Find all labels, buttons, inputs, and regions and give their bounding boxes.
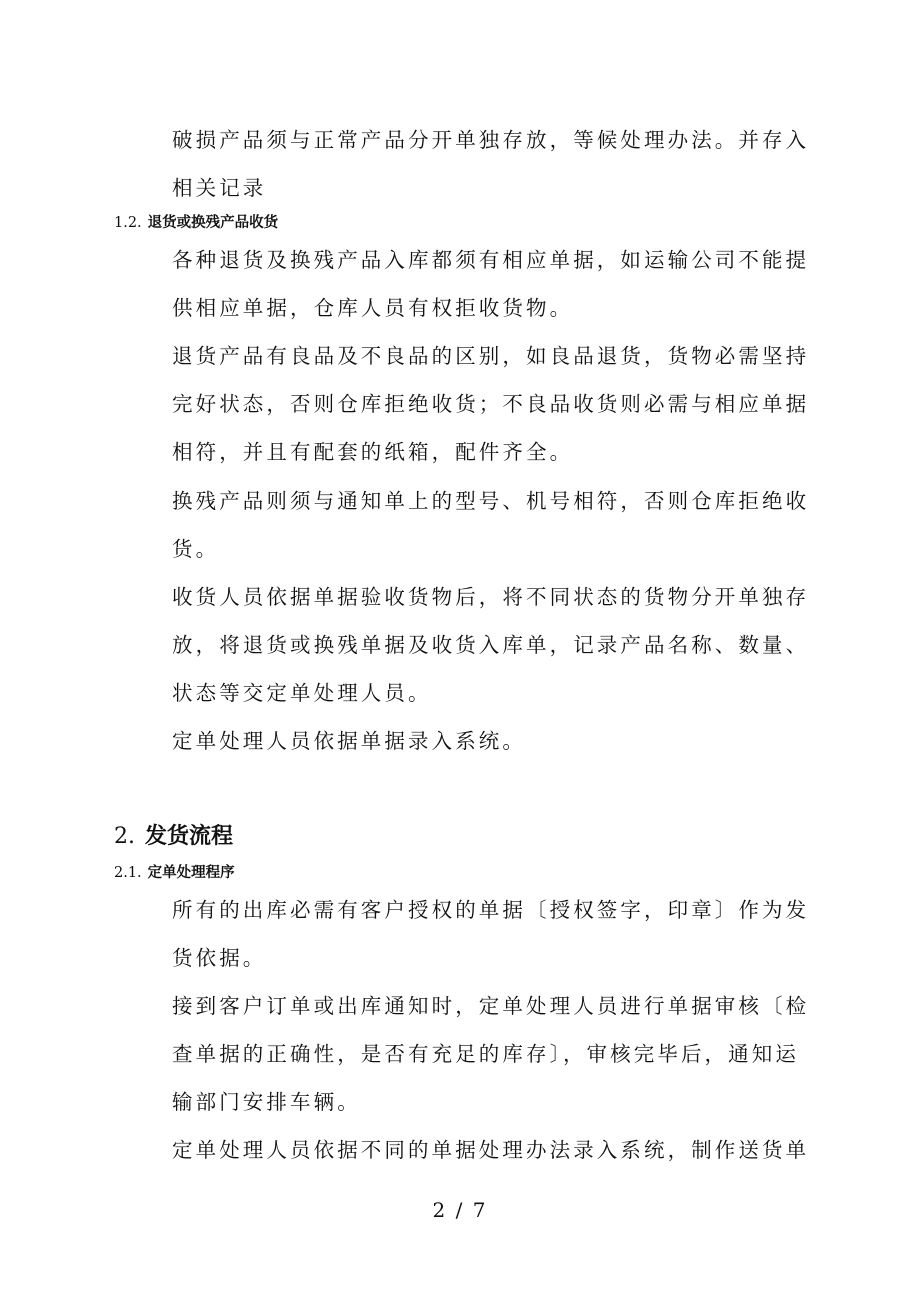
paragraph-receiving-staff: 收货人员依据单据验收货物后，将不同状态的货物分开单独存放，将退货或换残单据及收货入库单，记录产品名称、数量、状态等交定单处理人员。 bbox=[172, 585, 810, 705]
paragraph-return-documents: 各种退货及换残产品入库都须有相应单据，如运输公司不能提供相应单据，仓库人员有权拒收货物。 bbox=[172, 248, 810, 320]
paragraph-delivery-note: 定单处理人员依据不同的单据处理办法录入系统，制作送货单 bbox=[172, 1138, 810, 1162]
paragraph-order-review: 接到客户订单或出库通知时，定单处理人员进行单据审核〔检查单据的正确性，是否有充足的库存〕，审核完毕后，通知运输部门安排车辆。 bbox=[172, 994, 810, 1114]
heading-2-number: 2. bbox=[114, 824, 135, 849]
heading-1-2 bbox=[114, 213, 278, 233]
paragraph-authorized-documents: 所有的出库必需有客户授权的单据〔授权签字，印章〕作为发货依据。 bbox=[172, 898, 810, 970]
heading-2-1 bbox=[114, 863, 235, 883]
heading-1-2-title: 退货或换残产品收货 bbox=[147, 214, 279, 231]
paragraph-order-entry: 定单处理人员依据单据录入系统。 bbox=[172, 729, 526, 753]
paragraph-damaged-products: 破损产品须与正常产品分开单独存放，等候处理办法。并存入相关记录 bbox=[172, 128, 810, 200]
paragraph-exchange-match: 换残产品则须与通知单上的型号、机号相符，否则仓库拒绝收货。 bbox=[172, 489, 810, 561]
page-indicator: 2 / 7 bbox=[432, 1198, 488, 1222]
paragraph-good-bad-goods: 退货产品有良品及不良品的区别，如良品退货，货物必需坚持完好状态，否则仓库拒绝收货；不良品收货则必需与相应单据相符，并且有配套的纸箱，配件齐全。 bbox=[172, 344, 810, 464]
heading-2-1-title: 定单处理程序 bbox=[147, 864, 235, 881]
heading-2 bbox=[114, 822, 233, 851]
heading-1-2-number: 1.2. bbox=[114, 215, 142, 231]
heading-2-1-number: 2.1. bbox=[114, 865, 142, 881]
heading-2-title: 发货流程 bbox=[145, 823, 234, 849]
